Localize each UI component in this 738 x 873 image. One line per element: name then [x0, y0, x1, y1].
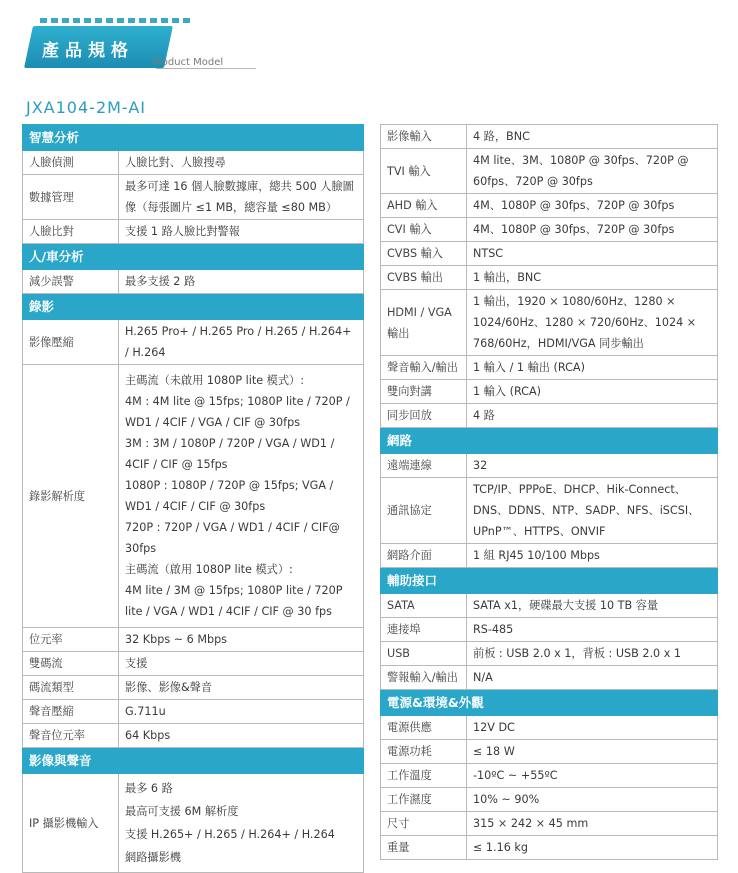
table-row [23, 700, 364, 724]
spec-value: 1 輸出，BNC [467, 266, 718, 290]
spec-value-multiline [119, 365, 364, 628]
spec-column-left [22, 124, 364, 873]
table-row [381, 666, 718, 690]
table-row [381, 380, 718, 404]
spec-value: 1 輸入 / 1 輸出 (RCA) [467, 356, 718, 380]
spec-label: 警報輸入/輸出 [381, 666, 467, 690]
recording-rows [23, 628, 364, 748]
spec-label: 聲音壓縮 [23, 700, 119, 724]
table-row [381, 149, 718, 194]
spec-label: 尺寸 [381, 812, 467, 836]
spec-label: 工作濕度 [381, 788, 467, 812]
spec-value: NTSC [467, 242, 718, 266]
spec-line: 最高可支援 6M 解析度 [125, 805, 239, 818]
section-aux: 輔助接口 [381, 568, 718, 594]
spec-value: TCP/IP、PPPoE、DHCP、Hik-Connect、DNS、DDNS、NTP、SADP、NFS、iSCSI、UPnP™、HTTPS、ONVIF [467, 478, 718, 544]
spec-label: 工作溫度 [381, 764, 467, 788]
spec-value: 最多支援 2 路 [119, 270, 364, 294]
table-row [381, 478, 718, 544]
page-subtitle: Product Model [152, 57, 224, 68]
spec-label: 重量 [381, 836, 467, 860]
spec-value: N/A [467, 666, 718, 690]
spec-value: 4 路，BNC [467, 125, 718, 149]
spec-label: 遠端連線 [381, 454, 467, 478]
page-title: 產品規格 [42, 41, 134, 61]
table-row [381, 716, 718, 740]
spec-label: 數據管理 [23, 175, 119, 220]
spec-label: 影像壓縮 [23, 320, 119, 365]
table-row [381, 594, 718, 618]
network-rows [381, 454, 718, 568]
table-row [381, 290, 718, 356]
video-rows [381, 125, 718, 428]
ai-rows [23, 151, 364, 244]
spec-label: 人臉比對 [23, 220, 119, 244]
spec-label: IP 攝影機輸入 [23, 774, 119, 873]
table-row [23, 628, 364, 652]
spec-value: 支援 1 路人臉比對警報 [119, 220, 364, 244]
spec-label: 碼流類型 [23, 676, 119, 700]
spec-label: USB [381, 642, 467, 666]
table-row [381, 194, 718, 218]
spec-table-right [380, 124, 718, 860]
spec-label: HDMI / VGA 輸出 [381, 290, 467, 356]
spec-line: 4M lite / 3M @ 15fps; 1080P lite / 720P lite / VGA / WD1 / 4CIF / CIF @ 30 fps [125, 584, 343, 618]
spec-value: 4M、1080P @ 30fps、720P @ 30fps [467, 194, 718, 218]
table-row [23, 774, 364, 873]
spec-value: G.711u [119, 700, 364, 724]
table-row [381, 618, 718, 642]
table-row [381, 454, 718, 478]
table-row [381, 266, 718, 290]
spec-value-multiline [119, 774, 364, 873]
spec-line: 3M : 3M / 1080P / 720P / VGA / WD1 / 4CIF / CIF @ 15fps [125, 437, 335, 471]
spec-label: 減少誤警 [23, 270, 119, 294]
table-row [23, 676, 364, 700]
spec-line: 4M : 4M lite @ 15fps; 1080P lite / 720P / WD1 / 4CIF / VGA / CIF @ 30fps [125, 395, 350, 429]
table-row [381, 242, 718, 266]
spec-value: RS-485 [467, 618, 718, 642]
spec-value: 1 輸出，1920 × 1080/60Hz、1280 × 1024/60Hz、1280 × 720/60Hz、1024 × 768/60Hz，HDMI/VGA 同步輸出 [467, 290, 718, 356]
spec-value: 1 組 RJ45 10/100 Mbps [467, 544, 718, 568]
spec-label: TVI 輸入 [381, 149, 467, 194]
spec-label: 影像輸入 [381, 125, 467, 149]
table-row [23, 724, 364, 748]
spec-value: 4M、1080P @ 30fps、720P @ 30fps [467, 218, 718, 242]
spec-label: 雙碼流 [23, 652, 119, 676]
section-ai: 智慧分析 [23, 125, 364, 151]
table-row [23, 365, 364, 628]
spec-label: CVBS 輸出 [381, 266, 467, 290]
spec-value: 12V DC [467, 716, 718, 740]
table-row [381, 125, 718, 149]
spec-value: 支援 [119, 652, 364, 676]
model-number: JXA104-2M-AI [26, 98, 147, 117]
section-person-vehicle: 人/車分析 [23, 244, 364, 270]
spec-value: 4 路 [467, 404, 718, 428]
section-recording: 錄影 [23, 294, 364, 320]
table-row [381, 764, 718, 788]
aux-rows [381, 594, 718, 690]
spec-line: 1080P : 1080P / 720P @ 15fps; VGA / WD1 / 4CIF / CIF @ 30fps [125, 479, 334, 513]
spec-value: 32 Kbps ~ 6 Mbps [119, 628, 364, 652]
spec-label: 聲音位元率 [23, 724, 119, 748]
spec-label: 位元率 [23, 628, 119, 652]
spec-value: 影像、影像&聲音 [119, 676, 364, 700]
spec-label: 電源供應 [381, 716, 467, 740]
section-network: 網路 [381, 428, 718, 454]
person-rows [23, 270, 364, 294]
spec-value: 前板 : USB 2.0 x 1，背板 : USB 2.0 x 1 [467, 642, 718, 666]
spec-value: 1 輸入 (RCA) [467, 380, 718, 404]
table-row [23, 151, 364, 175]
spec-value: 64 Kbps [119, 724, 364, 748]
spec-value: ≤ 18 W [467, 740, 718, 764]
banner-divider [156, 68, 256, 69]
spec-value: 人臉比對、人臉搜尋 [119, 151, 364, 175]
spec-label: 通訊協定 [381, 478, 467, 544]
spec-table-left [22, 124, 364, 873]
section-power: 電源&環境&外觀 [381, 690, 718, 716]
spec-label: 連接埠 [381, 618, 467, 642]
spec-value: SATA x1，硬碟最大支援 10 TB 容量 [467, 594, 718, 618]
spec-label: CVBS 輸入 [381, 242, 467, 266]
table-row [23, 320, 364, 365]
table-row [381, 836, 718, 860]
banner-dots [40, 18, 190, 23]
spec-value: 32 [467, 454, 718, 478]
table-row [23, 652, 364, 676]
table-row [23, 270, 364, 294]
spec-value: 4M lite、3M、1080P @ 30fps、720P @ 60fps、720P @ 30fps [467, 149, 718, 194]
spec-label: 錄影解析度 [23, 365, 119, 628]
header-banner [24, 18, 254, 78]
spec-value: 10% ~ 90% [467, 788, 718, 812]
spec-value: H.265 Pro+ / H.265 Pro / H.265 / H.264+ / H.264 [119, 320, 364, 365]
spec-label: CVI 輸入 [381, 218, 467, 242]
table-row [381, 544, 718, 568]
spec-value: -10ºC ~ +55ºC [467, 764, 718, 788]
spec-line: 主碼流（未啟用 1080P lite 模式）: [125, 374, 305, 387]
table-row [381, 740, 718, 764]
spec-value: ≤ 1.16 kg [467, 836, 718, 860]
section-video-audio: 影像與聲音 [23, 748, 364, 774]
table-row [381, 218, 718, 242]
spec-value: 315 × 242 × 45 mm [467, 812, 718, 836]
spec-column-right [380, 124, 718, 860]
spec-line: 主碼流（啟用 1080P lite 模式）: [125, 563, 293, 576]
spec-label: AHD 輸入 [381, 194, 467, 218]
spec-line: 720P : 720P / VGA / WD1 / 4CIF / CIF@ 30fps [125, 521, 340, 555]
table-row [23, 220, 364, 244]
spec-line: 支援 H.265+ / H.265 / H.264+ / H.264 [125, 828, 335, 841]
table-row [381, 356, 718, 380]
table-row [381, 404, 718, 428]
table-row [381, 788, 718, 812]
spec-label: 聲音輸入/輸出 [381, 356, 467, 380]
spec-value: 最多可達 16 個人臉數據庫，總共 500 人臉圖像（每張圖片 ≤1 MB，總容量 ≤80 MB） [119, 175, 364, 220]
table-row [381, 812, 718, 836]
spec-label: SATA [381, 594, 467, 618]
spec-label: 雙向對講 [381, 380, 467, 404]
spec-line: 網路攝影機 [125, 851, 181, 864]
spec-label: 人臉偵測 [23, 151, 119, 175]
spec-line: 最多 6 路 [125, 782, 173, 795]
table-row [381, 642, 718, 666]
spec-label: 同步回放 [381, 404, 467, 428]
power-rows [381, 716, 718, 860]
table-row [23, 175, 364, 220]
spec-label: 網路介面 [381, 544, 467, 568]
spec-label: 電源功耗 [381, 740, 467, 764]
